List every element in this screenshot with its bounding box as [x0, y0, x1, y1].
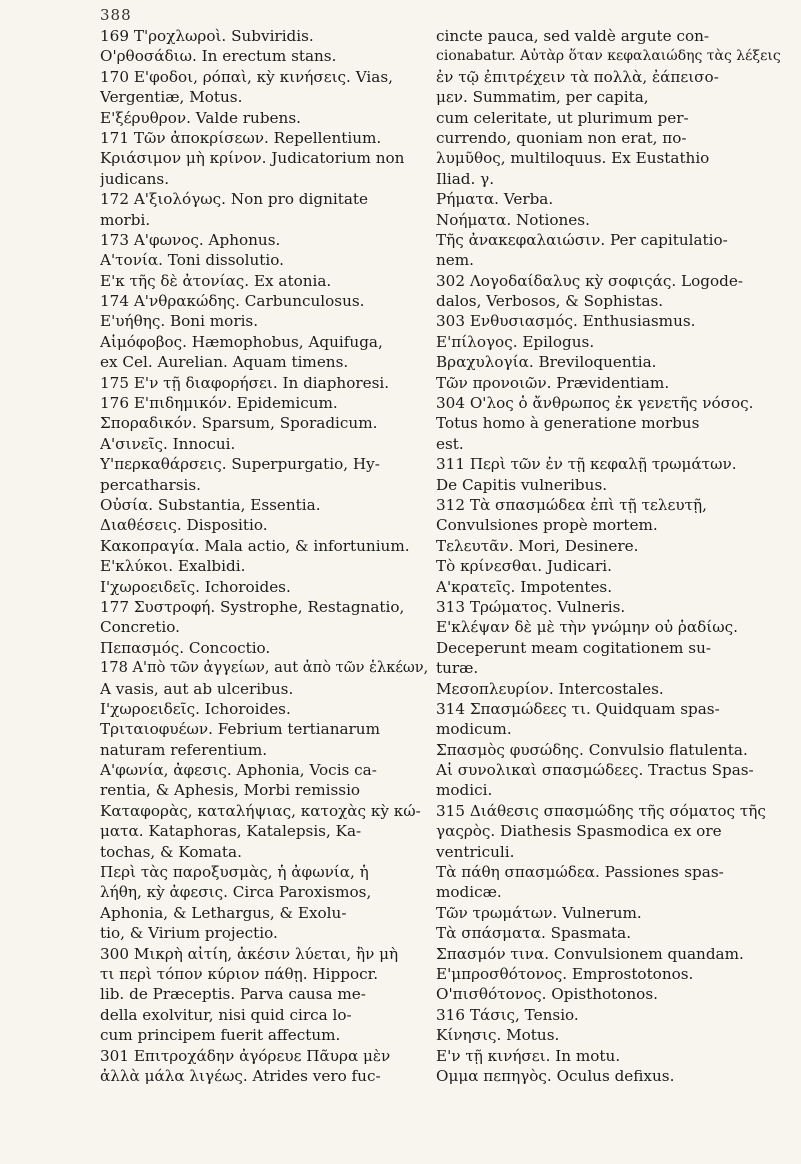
left-column-line: Κακοπραγία. Mala actio, & infortunium. [100, 536, 410, 555]
right-column-line: cum celeritate, ut plurimum per- [436, 108, 689, 127]
left-column-line: naturam referentium. [100, 740, 268, 759]
right-column-line: currendo, quoniam non erat, πο- [436, 128, 687, 147]
left-column-line: rentia, & Aphesis, Morbi remissio [100, 781, 361, 800]
right-column-line: E'μπροσθότονος. Emprostotonos. [436, 964, 694, 983]
right-column-line: Τὸ κρίνεσθαι. Judicari. [436, 557, 612, 576]
right-column-line: Τῆς ἀνακεφαλαιώσιν. Per capitulatio- [436, 230, 728, 249]
page-number: 388 [100, 6, 132, 24]
left-column-line: Αἱμόφοβος. Hæmophobus, Aquifuga, [100, 332, 383, 351]
left-column-line: 173 A'φωνος. Aphonus. [100, 230, 281, 249]
left-column-line: 301 Επιτροχάδην ἀγόρευε Πᾶυρα μὲν [100, 1046, 391, 1065]
right-column-line: De Capitis vulneribus. [436, 475, 608, 494]
right-column-line: ἐν τῷ ἐπιτρέχειν τὰ πολλὰ, ἐάπεισο- [436, 67, 719, 86]
right-column-line: 313 Τρώματος. Vulneris. [436, 597, 626, 616]
left-column-line: τι περὶ τόπον κύριον πάθῃ. Hippocr. [100, 964, 379, 983]
right-column-line: turæ. [436, 659, 479, 678]
right-column-line: 302 Λογοδαίδαλυς κỳ σοφιςάς. Logode- [436, 271, 743, 290]
left-column-line: lib. de Præceptis. Parva causa me- [100, 985, 366, 1004]
left-column-line: Ι'χωροειδεῖς. Ichoroides. [100, 577, 291, 596]
right-column-line: 304 Ο'λος ὁ ἄνθρωπος ἐκ γενετῆς νόσος. [436, 394, 754, 413]
right-column-line: est. [436, 434, 464, 453]
left-column-line: 169 Τ'ροχλωροὶ. Subviridis. [100, 27, 314, 45]
right-column-line: 314 Σπασμώδεες τι. Quidquam spas- [436, 699, 720, 718]
right-column-line: Ρήματα. Verba. [436, 190, 554, 209]
right-column-line: Βραχυλογία. Breviloquentia. [436, 353, 657, 372]
left-column-line: λήθη, κỳ ἀφεσις. Circa Paroxismos, [100, 883, 372, 902]
left-column-line: Καταφορὰς, καταλήψιας, κατοχὰς κỳ κώ- [100, 801, 421, 820]
left-column-line: 175 E'ν τῇ διαφορήσει. In diaphoresi. [100, 373, 390, 392]
right-column-line: nem. [436, 251, 474, 270]
left-column-line: tochas, & Komata. [100, 842, 242, 861]
left-column-line: Vergentiæ, Motus. [100, 88, 243, 107]
right-column-line: A'κρατεῖς. Impotentes. [436, 577, 613, 596]
right-column-line: cincte pauca, sed valdè argute con- [436, 27, 710, 45]
right-column-line: 315 Διάθεσις σπασμώδης τῆς σόματος τῆς [436, 801, 766, 820]
left-column-line: A vasis, aut ab ulceribus. [100, 679, 294, 698]
left-column-line: Οὐσία. Substantia, Essentia. [100, 495, 321, 514]
right-column-line: E'ν τῇ κινήσει. In motu. [436, 1046, 621, 1065]
left-column-line: A'σινεῖς. Innocui. [100, 434, 236, 453]
left-column-line: 177 Συστροφή. Systrophe, Restagnatio, [100, 597, 405, 616]
right-column-line: Κίνησις. Motus. [436, 1026, 560, 1045]
right-column-line: E'πίλογος. Epilogus. [436, 332, 595, 351]
right-column-line: Τὰ σπάσματα. Spasmata. [436, 924, 632, 943]
right-column-line: Σπασμόν τινα. Convulsionem quandam. [436, 944, 744, 963]
right-column-line: λυμῦθος, multiloquus. Ex Eustathio [436, 149, 710, 168]
right-column-line: Totus homo à generatione morbus [436, 414, 700, 433]
right-column-line: E'κλέψαν δὲ μὲ τὴν γνώμην οὐ ῥαδίως. [436, 618, 738, 637]
right-column-line: modici. [436, 781, 493, 800]
left-column-line: Κριάσιμον μὴ κρίνον. Judicatorium non [100, 149, 405, 168]
left-column-line: della exolvitur, nisi quid circa lo- [100, 1005, 352, 1024]
left-column-line: Concretio. [100, 618, 180, 637]
left-column-line: Ι'χωροειδεῖς. Ichoroides. [100, 699, 291, 718]
right-column-line: modicæ. [436, 883, 502, 902]
left-column-line: A'τονία. Toni dissolutio. [100, 251, 284, 270]
right-column [436, 26, 786, 1086]
right-column-line: dalos, Verbosos, & Sophistas. [436, 292, 664, 311]
left-column-line: Διαθέσεις. Dispositio. [100, 516, 268, 535]
left-column-line: judicans. [100, 169, 170, 188]
right-column-line: 312 Τὰ σπασμώδεα ἐπὶ τῇ τελευτῇ, [436, 495, 707, 514]
left-column-line: Aphonia, & Lethargus, & Exolu- [100, 903, 347, 922]
right-column-line: Deceperunt meam cogitationem su- [436, 638, 711, 657]
left-column-line: tio, & Virium projectio. [100, 924, 278, 943]
left-column-line: 176 E'πιδημικόν. Epidemicum. [100, 394, 338, 413]
right-column-line: Ομμα πεπηγὸς. Oculus defixus. [436, 1066, 675, 1085]
right-column-line: Νοήματα. Notiones. [436, 210, 590, 229]
left-column-line: 178 A'πὸ τῶν ἀγγείων, aut ἀπὸ τῶν ἑλκέων, [100, 659, 428, 677]
right-column-line: 311 Περὶ τῶν ἐν τῇ κεφαλῇ τρωμάτων. [436, 455, 737, 474]
right-column-line: Τῶν προνοιῶν. Prævidentiam. [436, 373, 670, 392]
right-column-line: 316 Τάσις, Tensio. [436, 1005, 579, 1024]
left-column-line: Περὶ τὰς παροξυσμὰς, ἡ ἀφωνία, ἡ [100, 863, 369, 882]
right-column-line: Τελευτᾶν. Mori, Desinere. [436, 536, 639, 555]
left-column-line: ex Cel. Aurelian. Aquam timens. [100, 353, 349, 372]
left-column-line: E'ξέρυθρον. Valde rubens. [100, 108, 301, 127]
right-column-line: μεν. Summatim, per capita, [436, 88, 649, 107]
right-column-line: Τὰ πάθη σπασμώδεα. Passiones spas- [436, 863, 724, 882]
right-column-line: Τῶν τρωμάτων. Vulnerum. [436, 903, 642, 922]
right-column-line: Convulsiones propè mortem. [436, 516, 658, 535]
left-column-line: percatharsis. [100, 475, 202, 494]
left-column-line: 300 Μικρὴ αἰτίη, ἀκέσιν λύεται, ἢν μὴ [100, 944, 399, 963]
right-column-line: γαςρὸς. Diathesis Spasmodica ex ore [436, 822, 722, 841]
left-column-line: Πεπασμός. Concoctio. [100, 638, 271, 657]
left-column-line: Σποραδικόν. Sparsum, Sporadicum. [100, 414, 378, 433]
right-column-line: Αἱ συνολικαὶ σπασμώδεες. Tractus Spas- [436, 761, 754, 780]
right-column-line: Iliad. γ. [436, 169, 495, 188]
left-column-line: Τριταιοφυέων. Febrium tertianarum [100, 720, 380, 739]
left-column-line: 174 A'νθρακώδης. Carbunculosus. [100, 292, 365, 311]
left-column-line: 170 E'φοδοι, ρόπαὶ, κỳ κινήσεις. Vias, [100, 67, 393, 86]
right-column-line: Σπασμὸς φυσώδης. Convulsio flatulenta. [436, 740, 748, 759]
left-column-line: ματα. Kataphoras, Katalepsis, Ka- [100, 822, 362, 841]
left-column [100, 26, 428, 1086]
left-column-line: E'υήθης. Boni moris. [100, 312, 259, 331]
left-column-line: morbi. [100, 210, 151, 229]
left-column-line: cum principem fuerit affectum. [100, 1026, 341, 1045]
right-column-line: Μεσοπλευρίον. Intercostales. [436, 679, 664, 698]
left-column-line: Υ'περκαθάρσεις. Superpurgatio, Hy- [100, 455, 380, 474]
right-column-line: O'πισθότονος. Opisthotonos. [436, 985, 658, 1004]
right-column-line: modicum. [436, 720, 512, 739]
left-column-line: E'κ τῆς δὲ ἀτονίας. Ex atonia. [100, 271, 332, 290]
left-column-line: A'φωνία, ἀφεσις. Aphonia, Vocis ca- [100, 761, 377, 780]
left-column-line: ἀλλὰ μάλα λιγέως. Atrides vero fuc- [100, 1066, 381, 1085]
left-column-line: O'ρθοσάδιω. In erectum stans. [100, 47, 337, 66]
left-column-line: 172 A'ξιολόγως. Non pro dignitate [100, 190, 368, 209]
right-column-line: cionabatur. Αὐτὰρ ὅταν κεφαλαιώδης τὰς λέξεις [436, 48, 781, 65]
right-column-line: ventriculi. [436, 842, 515, 861]
left-column-line: E'κλύκοι. Exalbidi. [100, 557, 246, 576]
right-column-line: 303 Ενθυσιασμός. Enthusiasmus. [436, 312, 696, 331]
left-column-line: 171 Τῶν ἀποκρίσεων. Repellentium. [100, 128, 382, 147]
